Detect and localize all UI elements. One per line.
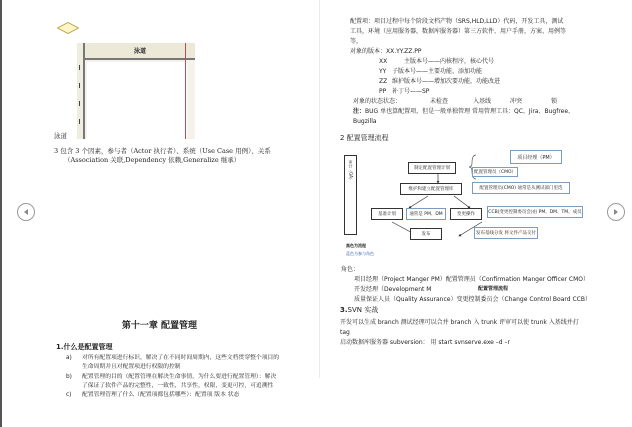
swimlane-diagram [77,43,195,139]
uml-elements-text-line1: 3 包含 3 个因素，参与者（Actor 执行者）、系统（Use Case 用例）、关系 [54,147,271,155]
section2-title: 2 配置管理流程 [340,134,389,142]
swimlane-divider-line [185,43,186,139]
uml-elements-text-line2: （Association 关联,Dependency 依赖,Generalize 继承） [64,156,241,164]
swimlane-ruler [77,43,85,139]
version-code-yy: YY [379,68,387,75]
svn-line3: 启动数据库服务器 subversion： 用 start svnserve.exe –d –r [340,339,510,346]
list-item: b) 配置管理的目的（配置管理在解决生命事情，为什么要进行配置管理）：解决 [66,373,277,380]
list-item-cont: 生命周期并且对配置项进行权限的控制 [82,364,181,371]
svn-line1: 开发可以生成 branch 测试经理可以合并 branch 入 trunk 评审可以使 trunk 入基线并打 [340,319,579,326]
swimlane-caption: 泳道 [54,132,67,140]
version-title: 对象的版本：XX.YY.ZZ.PP [350,48,422,55]
flow-box-plan: 制定配置管理计划 [408,162,456,174]
chevron-left-icon [22,208,30,216]
config-management-list [66,354,279,400]
svn-line2: tag [340,329,350,336]
status-locked: 锁 [551,98,558,105]
version-desc-yy: 子版本号——主要功能、添加功能 [392,68,483,75]
status-conflict: 冲突 [510,98,523,105]
chevron-right-icon [612,208,620,216]
version-code-xx: XX [379,58,388,65]
flow-caption-overlay: 配置管理流程 [478,286,509,292]
flow-box-release: 发布 [410,228,442,240]
flow-box-maintain: 维护和建立配置管理库 [400,183,462,195]
swimlane-header: 泳道 [85,43,195,60]
list-item-cont: 了保证了软件产品的完整性，一致性，共享性，权限，变更可控，可追溯性 [82,382,274,389]
section3-title: 3.SVN 实战 [340,306,379,314]
status-unchecked: 未检查 [430,98,449,105]
note-line2: Bugzilla [353,118,377,125]
list-item: c) 配置管理管理了什么（配置项都包括哪些）：配置项 版本 状态 [66,392,240,399]
chapter-title: 第十一章 配置管理 [121,321,198,331]
legend-roles: 蓝色为参与角色 [346,251,374,256]
role-line2: 开发经理（Development M [354,286,432,293]
role-cmo-desc-box: 配置管理员(CMO) 通常是从测试部门里选 [472,182,570,194]
role-ccb-box: CCB(变更控制委员会)由 PM、DM、TM、成员 [487,206,583,218]
role-line3: 质量保证人员（Quality Assurance）变更控制委员会（Change Control Board CCB） [354,296,591,303]
version-desc-pp: 补丁号——SP [392,88,430,95]
version-code-zz: ZZ [379,78,388,85]
status-label: 对象的状态状态： [353,98,402,105]
audit-qa-box: 审计（QA） [344,155,357,235]
role-pm-box: 项目经理（PM） [510,150,562,164]
role-cmo-box: 配置管理员（CMO） [472,167,518,177]
status-baseline: 入基线 [473,98,492,105]
version-code-pp: PP [379,88,387,95]
flow-box-change: 变更操作 [450,208,482,220]
flow-connectors [330,145,610,265]
viewer-left-border [0,0,2,427]
swimlane-body [87,62,187,139]
config-items-line1: 配置项：项目过程中每个阶段文档产物（SRS,HLD,LLD）代码，开发工具，测试 [350,18,564,25]
role-line1: 项目经理（Project Manger PM）配置管理员（Confirmation Manger Officer CMO） [354,276,589,283]
release-desc-box: 发布基线分发 将文件产品交付 [474,227,538,239]
page-divider [319,0,320,378]
section-title: 1.什么是配置管理 [56,343,113,351]
roles-title: 角色： [341,266,360,273]
config-items-line3: 等， [350,38,363,45]
note-line1: 注：BUG 单也算配置项，但是一般单独管理 常用管理工具：QC、Jira、Bugfree、 [353,108,575,115]
flow-box-owners: 通常是 PM、DM [406,208,446,220]
previous-page-button[interactable] [17,203,35,221]
config-items-line2: 工具，环境（应用服务器，数据库服务器）第三方软件、用户手册，方案、用例等 [350,28,567,35]
version-desc-xx: 主版本号——内核程序，核心代号 [404,58,495,65]
flow-box-baseline: 基准计划 [371,208,403,220]
decision-diamond-icon [57,22,79,34]
legend-flow: 黑色为流程 [346,243,366,248]
version-desc-zz: 维护版本号——增加次要功能，功能改进 [392,78,501,85]
list-item: a) 对所有配置项进行标识，解决了在不同时间周期内，这些文档贯穿整个项目的 [66,355,280,361]
